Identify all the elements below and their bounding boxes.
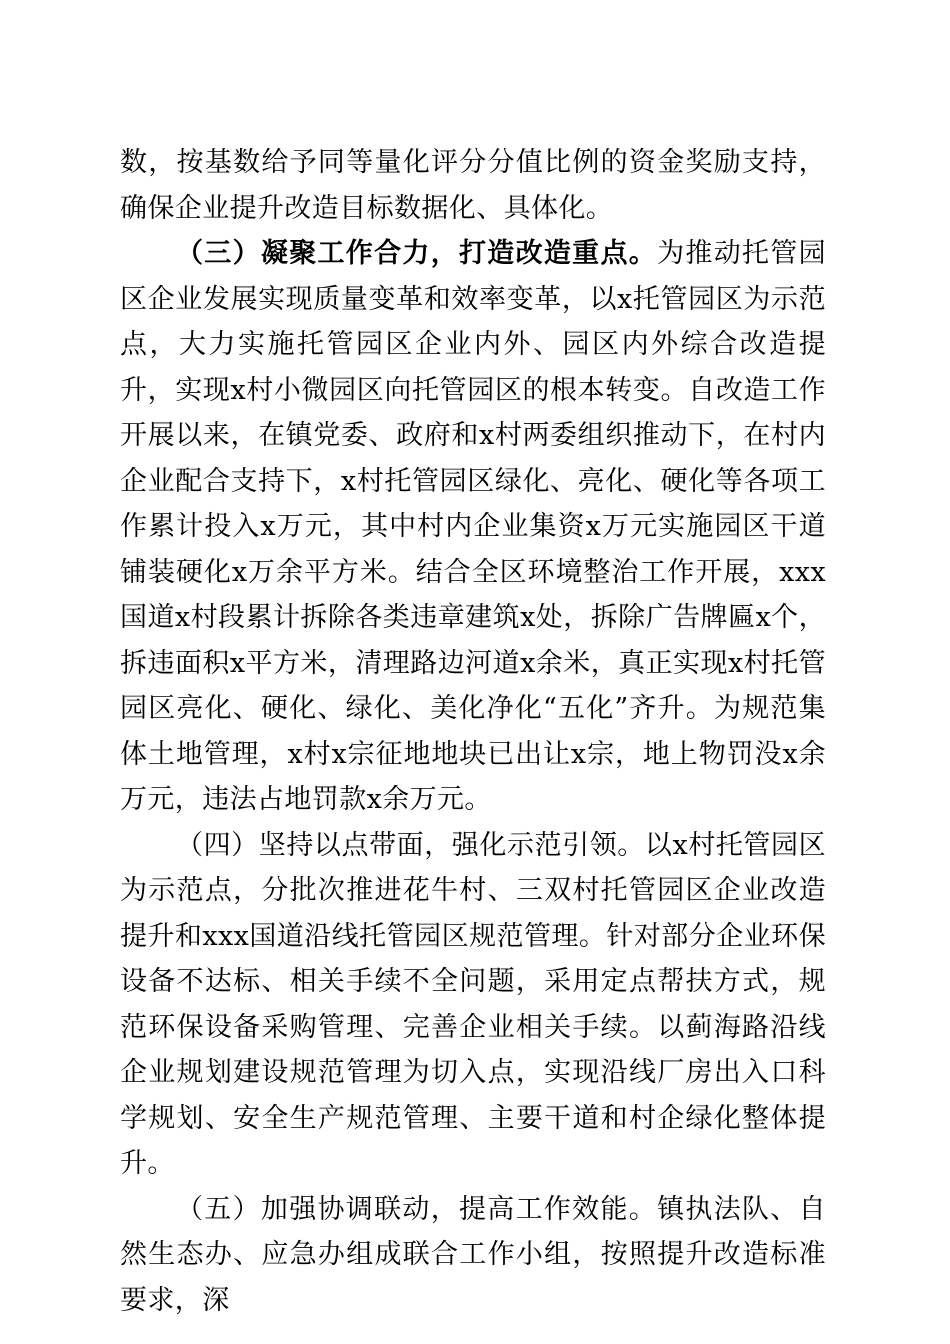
document-body — [120, 140, 826, 1323]
paragraph-section-4 — [120, 823, 826, 1187]
paragraph-section-3 — [120, 231, 826, 823]
paragraph-section-5 — [120, 1187, 826, 1324]
paragraph-body: 镇执法队、自然生态办、应急办组成联合工作小组，按照提升改造标准要求，深 — [120, 1193, 826, 1316]
section-heading: （三）凝聚工作合力，打造改造重点。 — [176, 238, 658, 269]
paragraph-body: 为推动托管园区企业发展实现质量变革和效率变革，以x托管园区为示范点，大力实施托管园区企业内外、园区内外综合改造提升，实现x村小微园区向托管园区的根本转变。自改造工作开展以来，在镇党委、政府和x村两委组织推动下，在村内企业配合支持下，x村托管园区绿化、亮化、硬化等各项工作累计投入x万元，其中村内企业集资x万元实施园区干道铺装硬化x万余平方米。结合全区环境整治工作开展，xxx国道x村段累计拆除各类违章建筑x处，拆除广告牌匾x个，拆违面积x平方米，清理路边河道x余米，真正实现x村托管园区亮化、硬化、绿化、美化净化“五化”齐升。为规范集体土地管理，x村x宗征地地块已出让x宗，地上物罚没x余万元，违法占地罚款x余万元。 — [120, 238, 826, 815]
section-heading: （五）加强协调联动，提高工作效能。 — [176, 1193, 658, 1225]
paragraph-continuation — [120, 140, 826, 231]
section-heading: （四）坚持以点带面，强化示范引领。 — [176, 829, 645, 861]
paragraph-body: 以x村托管园区为示范点，分批次推进花牛村、三双村托管园区企业改造提升和xxx国道沿线托管园区规范管理。针对部分企业环保设备不达标、相关手续不全问题，采用定点帮扶方式，规范环保设备采购管理、完善企业相关手续。以蓟海路沿线企业规划建设规范管理为切入点，实现沿线厂房出入口科学规划、安全生产规范管理、主要干道和村企绿化整体提升。 — [120, 829, 826, 1179]
paragraph-body: 数，按基数给予同等量化评分分值比例的资金奖励支持，确保企业提升改造目标数据化、具体化。 — [120, 147, 826, 224]
